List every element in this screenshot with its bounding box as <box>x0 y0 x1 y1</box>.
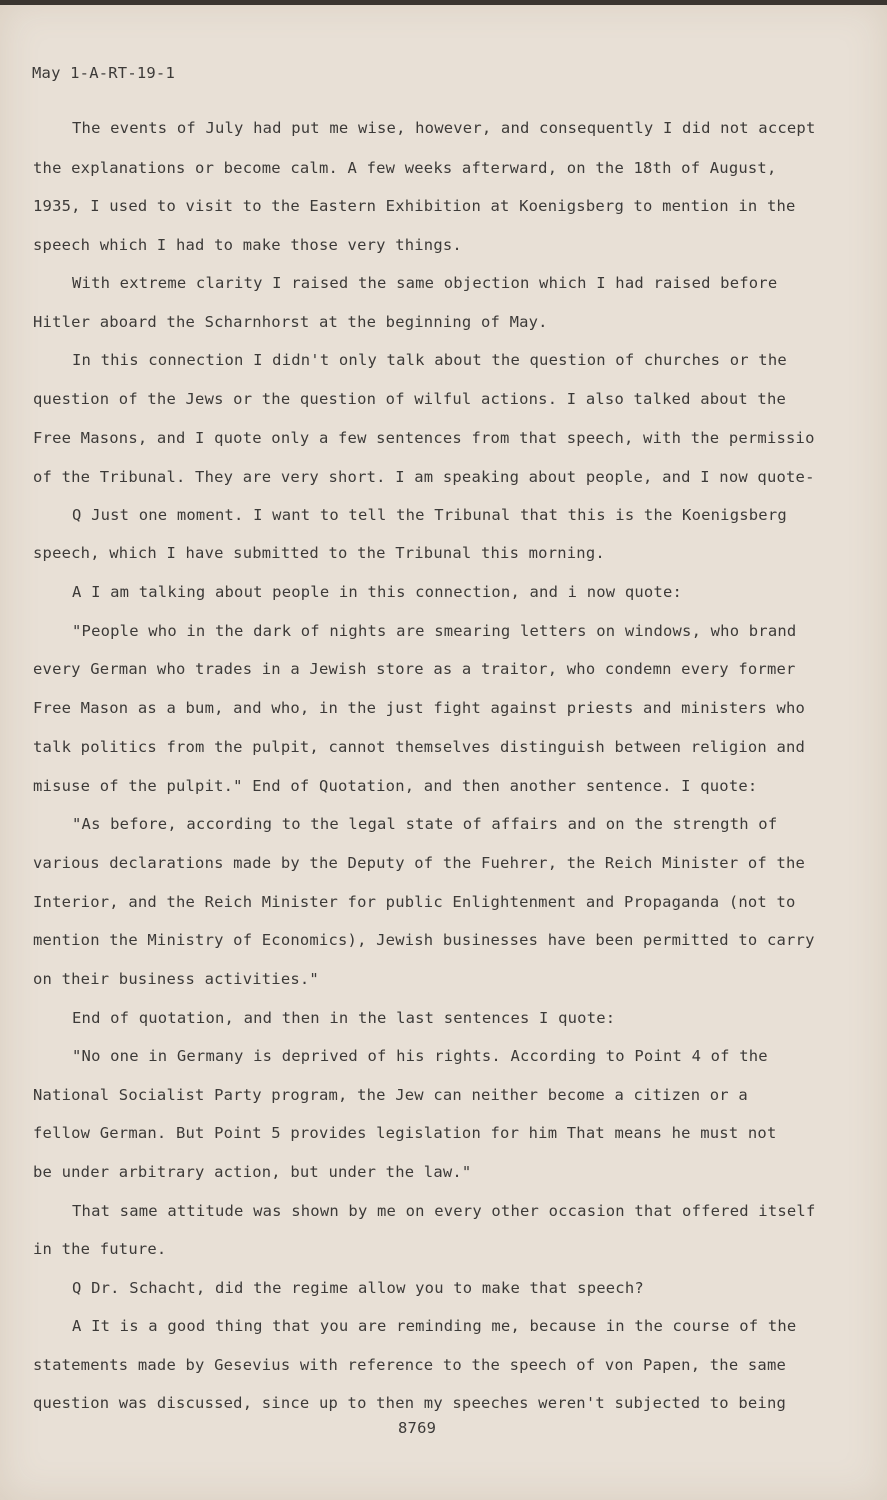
text-line: Interior, and the Reich Minister for public Enlightenment and Propaganda (not to <box>33 893 796 911</box>
text-line: fellow German. But Point 5 provides legislation for him That means he must not <box>33 1124 777 1142</box>
text-line: The events of July had put me wise, however, and consequently I did not accept <box>72 119 816 137</box>
document-header: May 1-A-RT-19-1 <box>32 64 175 82</box>
text-line: Q Just one moment. I want to tell the Tribunal that this is the Koenigsberg <box>72 506 787 524</box>
text-line: A I am talking about people in this connection, and i now quote: <box>72 583 683 601</box>
text-line: of the Tribunal. They are very short. I am speaking about people, and I now quote- <box>33 468 815 486</box>
text-line: speech, which I have submitted to the Tribunal this morning. <box>33 544 605 562</box>
text-line: the explanations or become calm. A few weeks afterward, on the 18th of August, <box>33 159 777 177</box>
text-line: in the future. <box>33 1240 167 1258</box>
text-line: A It is a good thing that you are reminding me, because in the course of the <box>72 1317 797 1335</box>
text-line: misuse of the pulpit." End of Quotation, and then another sentence. I quote: <box>33 777 758 795</box>
text-line: With extreme clarity I raised the same objection which I had raised before <box>72 274 778 292</box>
text-line: National Socialist Party program, the Jew can neither become a citizen or a <box>33 1086 748 1104</box>
text-line: "No one in Germany is deprived of his rights. According to Point 4 of the <box>72 1047 768 1065</box>
page-number: 8769 <box>398 1419 437 1437</box>
text-line: every German who trades in a Jewish store as a traitor, who condemn every former <box>33 660 796 678</box>
text-line: question was discussed, since up to then my speeches weren't subjected to being <box>33 1394 787 1412</box>
text-line: on their business activities." <box>33 970 319 988</box>
text-line: speech which I had to make those very things. <box>33 236 462 254</box>
text-line: "As before, according to the legal state of affairs and on the strength of <box>72 815 778 833</box>
text-line: statements made by Gesevius with reference to the speech of von Papen, the same <box>33 1356 787 1374</box>
text-line: Free Mason as a bum, and who, in the just fight against priests and ministers who <box>33 699 806 717</box>
text-line: question of the Jews or the question of wilful actions. I also talked about the <box>33 390 787 408</box>
text-line: In this connection I didn't only talk about the question of churches or the <box>72 351 787 369</box>
text-line: various declarations made by the Deputy of the Fuehrer, the Reich Minister of the <box>33 854 806 872</box>
text-line: 1935, I used to visit to the Eastern Exhibition at Koenigsberg to mention in the <box>33 197 796 215</box>
text-line: End of quotation, and then in the last sentences I quote: <box>72 1009 616 1027</box>
text-line: Hitler aboard the Scharnhorst at the beginning of May. <box>33 313 548 331</box>
text-line: Free Masons, and I quote only a few sentences from that speech, with the permissio <box>33 429 815 447</box>
text-line: "People who in the dark of nights are smearing letters on windows, who brand <box>72 622 797 640</box>
text-line: mention the Ministry of Economics), Jewish businesses have been permitted to carry <box>33 931 815 949</box>
text-line: talk politics from the pulpit, cannot themselves distinguish between religion and <box>33 738 806 756</box>
text-line: be under arbitrary action, but under the law." <box>33 1163 472 1181</box>
text-line: Q Dr. Schacht, did the regime allow you to make that speech? <box>72 1279 644 1297</box>
text-line: That same attitude was shown by me on every other occasion that offered itself <box>72 1202 816 1220</box>
